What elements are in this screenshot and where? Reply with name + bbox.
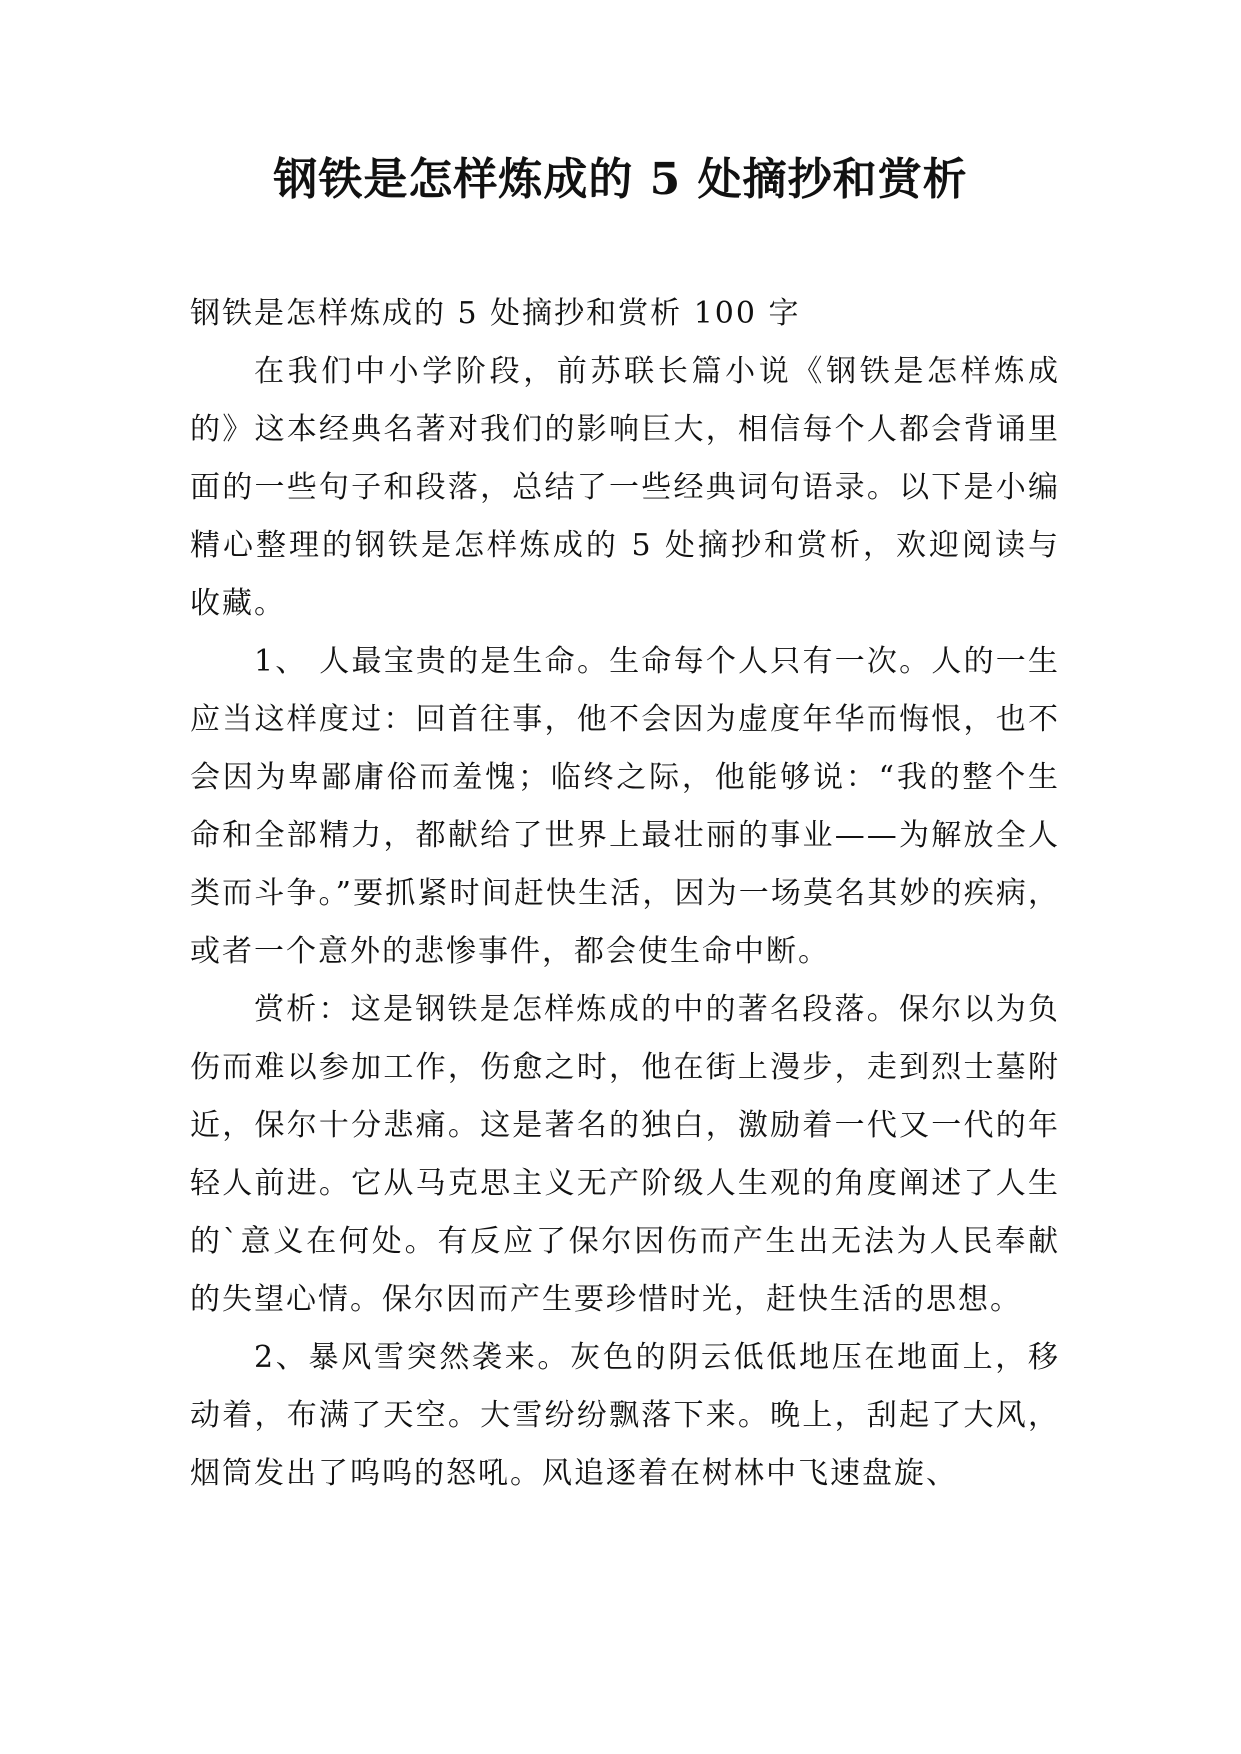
subtitle-paragraph: 钢铁是怎样炼成的 5 处摘抄和赏析 100 字	[190, 296, 801, 331]
excerpt-2-paragraph: 2、暴风雪突然袭来。灰色的阴云低低地压在地面上，移动着，布满了天空。大雪纷纷飘落下来。晚上，刮起了大风，烟筒发出了呜呜的怒吼。风追逐着在树林中飞速盘旋、	[190, 1340, 1060, 1491]
intro-paragraph: 在我们中小学阶段，前苏联长篇小说《钢铁是怎样炼成的》这本经典名著对我们的影响巨大，相信每个人都会背诵里面的一些句子和段落，总结了一些经典词句语录。以下是小编精心整理的钢铁是怎样炼成的 5 处摘抄和赏析，欢迎阅读与收藏。	[190, 354, 1060, 621]
document-body	[190, 285, 1060, 1503]
page-title: 钢铁是怎样炼成的 5 处摘抄和赏析	[273, 154, 968, 205]
analysis-1-paragraph: 赏析：这是钢铁是怎样炼成的中的著名段落。保尔以为负伤而难以参加工作，伤愈之时，他在街上漫步，走到烈士墓附近，保尔十分悲痛。这是著名的独白，激励着一代又一代的年轻人前进。它从马克思主义无产阶级人生观的角度阐述了人生的`意义在何处。有反应了保尔因伤而产生出无法为人民奉献的失望心情。保尔因而产生要珍惜时光，赶快生活的思想。	[190, 992, 1060, 1317]
excerpt-1-paragraph: 1、 人最宝贵的是生命。生命每个人只有一次。人的一生应当这样度过：回首往事，他不会因为虚度年华而悔恨，也不会因为卑鄙庸俗而羞愧；临终之际，他能够说：“我的整个生命和全部精力，都献给了世界上最壮丽的事业——为解放全人类而斗争。”要抓紧时间赶快生活，因为一场莫名其妙的疾病，或者一个意外的悲惨事件，都会使生命中断。	[190, 644, 1060, 969]
